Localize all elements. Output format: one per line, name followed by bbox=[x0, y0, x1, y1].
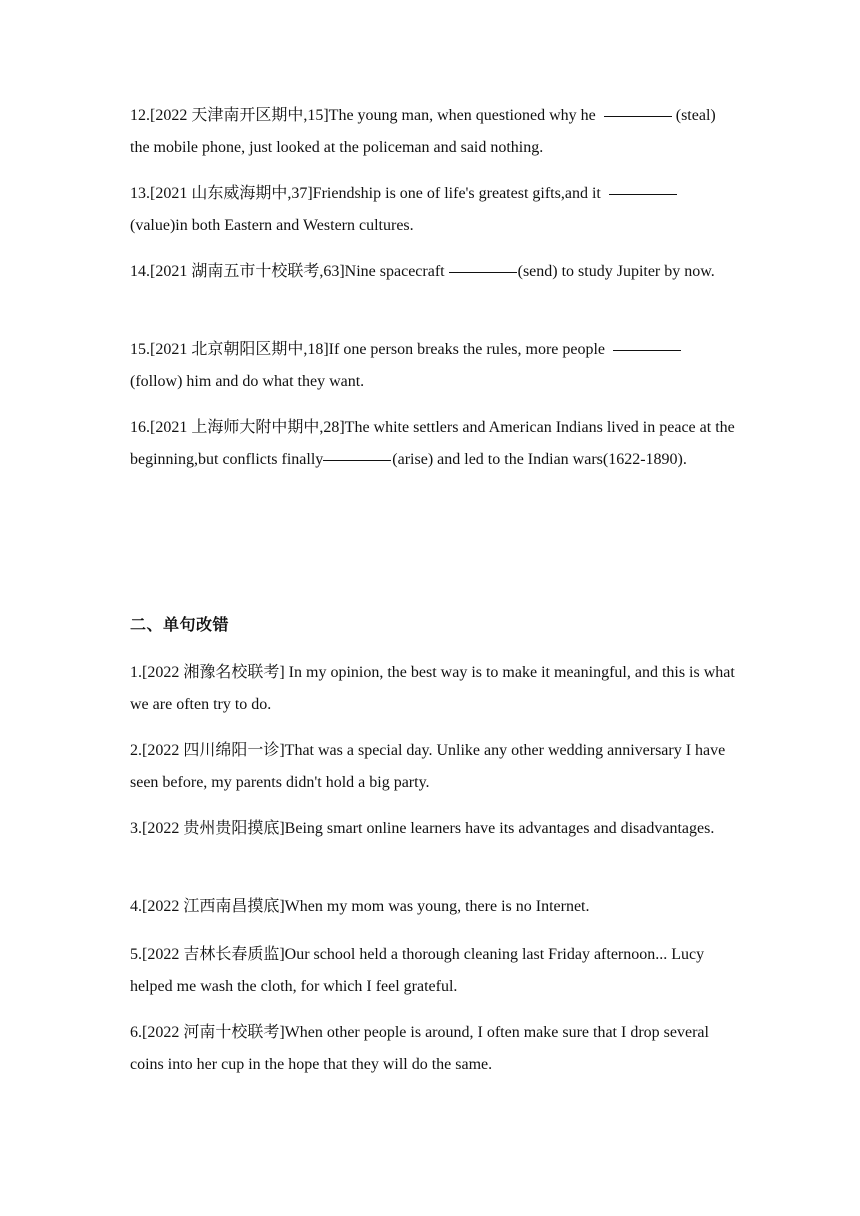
item-text-before: The white settlers and American Indians lived in peace at the beginning,but conflicts finally bbox=[130, 419, 735, 468]
correction-item-1 bbox=[130, 657, 735, 721]
correction-item-5 bbox=[130, 939, 735, 1003]
answer-blank[interactable] bbox=[323, 460, 391, 461]
item-source-label: 1.[2022 湘豫名校联考] bbox=[130, 664, 285, 681]
item-source-label: 5.[2022 吉林长春质监] bbox=[130, 946, 285, 963]
answer-blank[interactable] bbox=[604, 116, 672, 117]
item-source-label: 15.[2021 北京朝阳区期中,18] bbox=[130, 341, 329, 358]
item-source-label: 2.[2022 四川绵阳一诊] bbox=[130, 742, 285, 759]
exercise-item-12 bbox=[130, 100, 735, 164]
exercise-item-13 bbox=[130, 178, 735, 242]
item-text: Being smart online learners have its advantages and disadvantages. bbox=[284, 820, 715, 837]
item-text-after: (follow) him and do what they want. bbox=[130, 373, 365, 390]
item-text-before: The young man, when questioned why he bbox=[328, 107, 596, 124]
item-text-after: (send) to study Jupiter by now. bbox=[517, 263, 715, 280]
exercise-item-16 bbox=[130, 412, 735, 476]
exercise-item-14 bbox=[130, 256, 735, 288]
correction-item-3 bbox=[130, 813, 735, 845]
item-source-label: 4.[2022 江西南昌摸底] bbox=[130, 898, 285, 915]
item-text-after: (arise) and led to the Indian wars(1622-1890). bbox=[392, 451, 687, 468]
item-source-label: 3.[2022 贵州贵阳摸底] bbox=[130, 820, 285, 837]
section-heading: 二、单句改错 bbox=[130, 615, 230, 634]
correction-item-6 bbox=[130, 1017, 735, 1081]
item-source-label: 13.[2021 山东威海期中,37] bbox=[130, 185, 313, 202]
item-text: In my opinion, the best way is to make it meaningful, and this is what we are often try to do. bbox=[130, 664, 735, 713]
item-text: That was a special day. Unlike any other wedding anniversary I have seen before, my parents didn't hold a big party. bbox=[130, 742, 726, 791]
item-text: When my mom was young, there is no Internet. bbox=[284, 898, 590, 915]
item-text-before: Friendship is one of life's greatest gifts,and it bbox=[312, 185, 601, 202]
item-source-label: 14.[2021 湖南五市十校联考,63] bbox=[130, 263, 345, 280]
item-text-after: (value)in both Eastern and Western cultures. bbox=[130, 217, 414, 234]
correction-item-2 bbox=[130, 735, 735, 799]
item-text-before: Nine spacecraft bbox=[344, 263, 445, 280]
exercise-item-15 bbox=[130, 334, 735, 398]
answer-blank[interactable] bbox=[609, 194, 677, 195]
item-text: When other people is around, I often make sure that I drop several coins into her cup in the hope that they will do the same. bbox=[130, 1024, 709, 1073]
item-source-label: 6.[2022 河南十校联考] bbox=[130, 1024, 285, 1041]
item-source-label: 16.[2021 上海师大附中期中,28] bbox=[130, 419, 345, 436]
item-source-label: 12.[2022 天津南开区期中,15] bbox=[130, 107, 329, 124]
answer-blank[interactable] bbox=[449, 272, 517, 273]
answer-blank[interactable] bbox=[613, 350, 681, 351]
item-text-before: If one person breaks the rules, more people bbox=[328, 341, 606, 358]
correction-item-4 bbox=[130, 891, 735, 923]
item-text: Our school held a thorough cleaning last Friday afternoon... Lucy helped me wash the cloth, for which I feel grateful. bbox=[130, 946, 705, 995]
item-text-after: (steal) the mobile phone, just looked at the policeman and said nothing. bbox=[130, 107, 716, 156]
